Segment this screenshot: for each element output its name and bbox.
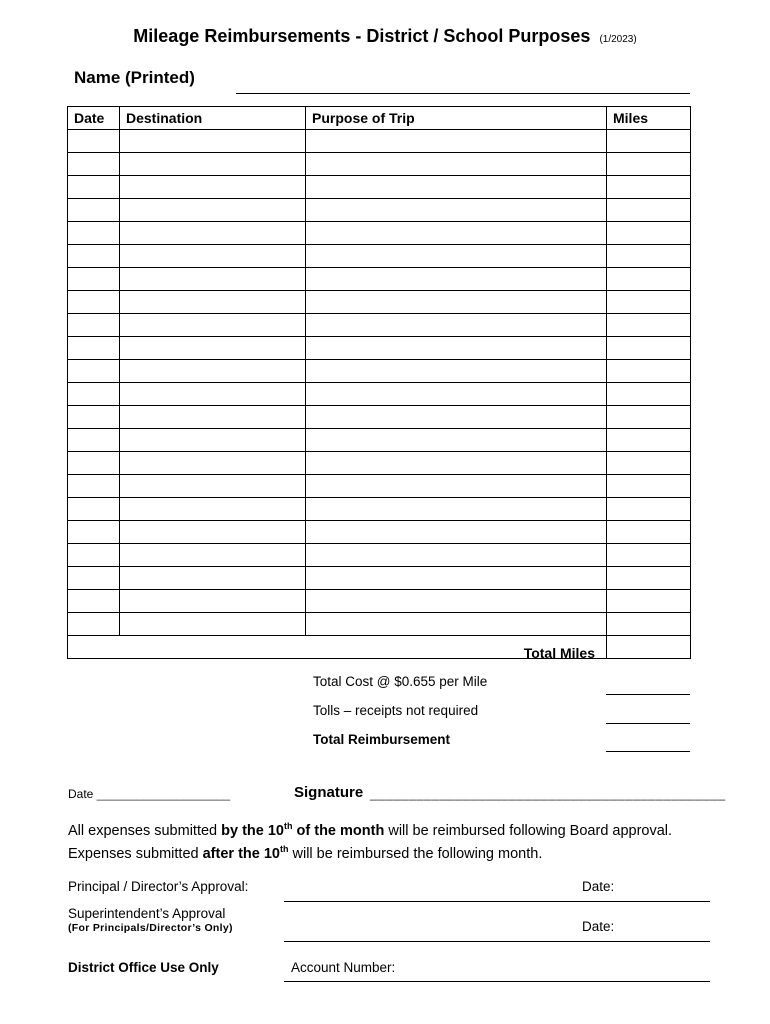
purpose-cell[interactable] [306,360,607,383]
date-label-text: Date [68,787,94,801]
destination-cell[interactable] [120,544,306,567]
total-reimbursement-field[interactable] [606,751,690,752]
purpose-cell[interactable] [306,314,607,337]
note-emphasis-text: of the month [292,822,385,839]
mileage-log-table [67,106,691,659]
table-row [68,360,691,383]
destination-cell[interactable] [120,406,306,429]
destination-cell[interactable] [120,475,306,498]
miles-cell[interactable] [607,268,691,291]
table-row [68,590,691,613]
purpose-cell[interactable] [306,613,607,636]
date-cell[interactable] [68,199,120,222]
table-row [68,130,691,153]
date-cell[interactable] [68,268,120,291]
miles-cell[interactable] [607,176,691,199]
miles-cell[interactable] [607,475,691,498]
date-cell[interactable] [68,222,120,245]
miles-cell[interactable] [607,613,691,636]
date-cell[interactable] [68,383,120,406]
superintendent-approval-label: Superintendent’s Approval [68,906,226,921]
miles-cell[interactable] [607,130,691,153]
table-row [68,613,691,636]
date-cell[interactable] [68,360,120,383]
purpose-cell[interactable] [306,383,607,406]
destination-cell[interactable] [120,130,306,153]
total-miles-field[interactable] [607,636,691,659]
note-emphasis [221,823,384,839]
account-number-field[interactable] [284,981,710,982]
miles-cell[interactable] [607,544,691,567]
miles-cell[interactable] [607,498,691,521]
purpose-cell[interactable] [306,452,607,475]
table-row [68,406,691,429]
account-number-label: Account Number: [291,960,396,975]
miles-cell[interactable] [607,452,691,475]
table-row [68,498,691,521]
table-row [68,268,691,291]
note-text: Expenses submitted [68,845,203,862]
date-cell[interactable] [68,475,120,498]
purpose-cell[interactable] [306,130,607,153]
table-row [68,291,691,314]
destination-cell[interactable] [120,383,306,406]
miles-cell[interactable] [607,383,691,406]
table-row [68,383,691,406]
header-destination: Destination [120,107,306,130]
date-cell[interactable] [68,544,120,567]
note-sup: th [279,843,289,854]
destination-cell[interactable] [120,452,306,475]
table-row [68,429,691,452]
header-date: Date [68,107,120,130]
note-text: will be reimbursed the following month. [288,845,543,862]
table-row [68,567,691,590]
destination-cell[interactable] [120,360,306,383]
title-text: Mileage Reimbursements - District / School Purposes [133,26,591,46]
header-purpose: Purpose of Trip [306,107,607,130]
name-label: Name (Printed) [74,68,195,87]
destination-cell[interactable] [120,268,306,291]
purpose-cell[interactable] [306,245,607,268]
destination-cell[interactable] [120,314,306,337]
tolls-label: Tolls – receipts not required [313,703,479,718]
purpose-cell[interactable] [306,199,607,222]
table-body [68,130,691,659]
table-row [68,544,691,567]
purpose-cell[interactable] [306,153,607,176]
purpose-cell[interactable] [306,176,607,199]
date-cell[interactable] [68,590,120,613]
table-row [68,222,691,245]
destination-cell[interactable] [120,498,306,521]
note-line-2 [68,840,728,863]
destination-cell[interactable] [120,613,306,636]
miles-cell[interactable] [607,153,691,176]
destination-cell[interactable] [120,567,306,590]
date-cell[interactable] [68,429,120,452]
date-field[interactable]: ____________________ [96,787,231,801]
header-miles: Miles [607,107,691,130]
table-row [68,314,691,337]
miles-cell[interactable] [607,590,691,613]
purpose-cell[interactable] [306,521,607,544]
note-text: All expenses submitted [68,822,222,839]
date-cell[interactable] [68,567,120,590]
purpose-cell[interactable] [306,268,607,291]
purpose-cell[interactable] [306,291,607,314]
table-row [68,521,691,544]
purpose-cell[interactable] [306,429,607,452]
total-miles-label: Total Miles [523,645,595,661]
total-reimbursement-label: Total Reimbursement [313,732,451,747]
note-emphasis-text: by the 10 [221,822,284,839]
miles-cell[interactable] [607,406,691,429]
table-row [68,199,691,222]
date-cell[interactable] [68,153,120,176]
table-row [68,452,691,475]
note-sup: th [284,821,293,831]
miles-cell[interactable] [607,567,691,590]
purpose-cell[interactable] [306,590,607,613]
table-header-row [68,107,691,130]
district-office-label: District Office Use Only [68,960,219,975]
destination-cell[interactable] [120,291,306,314]
destination-cell[interactable] [120,521,306,544]
date-cell[interactable] [68,613,120,636]
date-cell[interactable] [68,291,120,314]
miles-cell[interactable] [607,360,691,383]
tolls-field[interactable] [606,723,690,724]
note-line-1 [68,817,728,840]
miles-cell[interactable] [607,291,691,314]
date-cell[interactable] [68,176,120,199]
destination-cell[interactable] [120,429,306,452]
table-row [68,176,691,199]
destination-cell[interactable] [120,176,306,199]
form-version: (1/2023) [599,34,637,45]
purpose-cell[interactable] [306,498,607,521]
destination-cell[interactable] [120,245,306,268]
date-cell[interactable] [68,452,120,475]
miles-cell[interactable] [607,245,691,268]
miles-cell[interactable] [607,222,691,245]
miles-cell[interactable] [607,429,691,452]
destination-cell[interactable] [120,337,306,360]
signature-label: Signature [294,784,364,801]
purpose-cell[interactable] [306,567,607,590]
submission-note [68,817,728,863]
principal-date-label: Date: [582,879,615,894]
purpose-cell[interactable] [306,406,607,429]
purpose-cell[interactable] [306,337,607,360]
date-label [68,787,230,801]
total-cost-field[interactable] [606,694,690,695]
table-row [68,475,691,498]
principal-approval-field[interactable] [284,901,710,902]
destination-cell[interactable] [120,199,306,222]
table-row [68,245,691,268]
total-cost-label: Total Cost @ $0.655 per Mile [313,674,488,689]
superintendent-approval-field[interactable] [284,941,710,942]
destination-cell[interactable] [120,590,306,613]
name-field[interactable] [236,93,690,94]
note-text: will be reimbursed following Board approval. [384,822,673,839]
purpose-cell[interactable] [306,475,607,498]
note-emphasis-text: after the 10 [202,845,280,862]
destination-cell[interactable] [120,222,306,245]
miles-cell[interactable] [607,199,691,222]
page-title [0,26,770,47]
superintendent-subnote: (For Principals/Director’s Only) [68,922,233,934]
date-cell[interactable] [68,406,120,429]
purpose-cell[interactable] [306,222,607,245]
miles-cell[interactable] [607,337,691,360]
date-cell[interactable] [68,245,120,268]
date-cell[interactable] [68,498,120,521]
note-emphasis [202,843,289,862]
principal-approval-label: Principal / Director’s Approval: [68,879,249,894]
table-row [68,153,691,176]
date-cell[interactable] [68,337,120,360]
table-row [68,337,691,360]
miles-cell[interactable] [607,314,691,337]
destination-cell[interactable] [120,153,306,176]
purpose-cell[interactable] [306,544,607,567]
date-cell[interactable] [68,130,120,153]
date-cell[interactable] [68,314,120,337]
signature-field[interactable]: ______________________________________________ [370,786,726,801]
miles-cell[interactable] [607,521,691,544]
superintendent-date-label: Date: [582,919,615,934]
date-cell[interactable] [68,521,120,544]
